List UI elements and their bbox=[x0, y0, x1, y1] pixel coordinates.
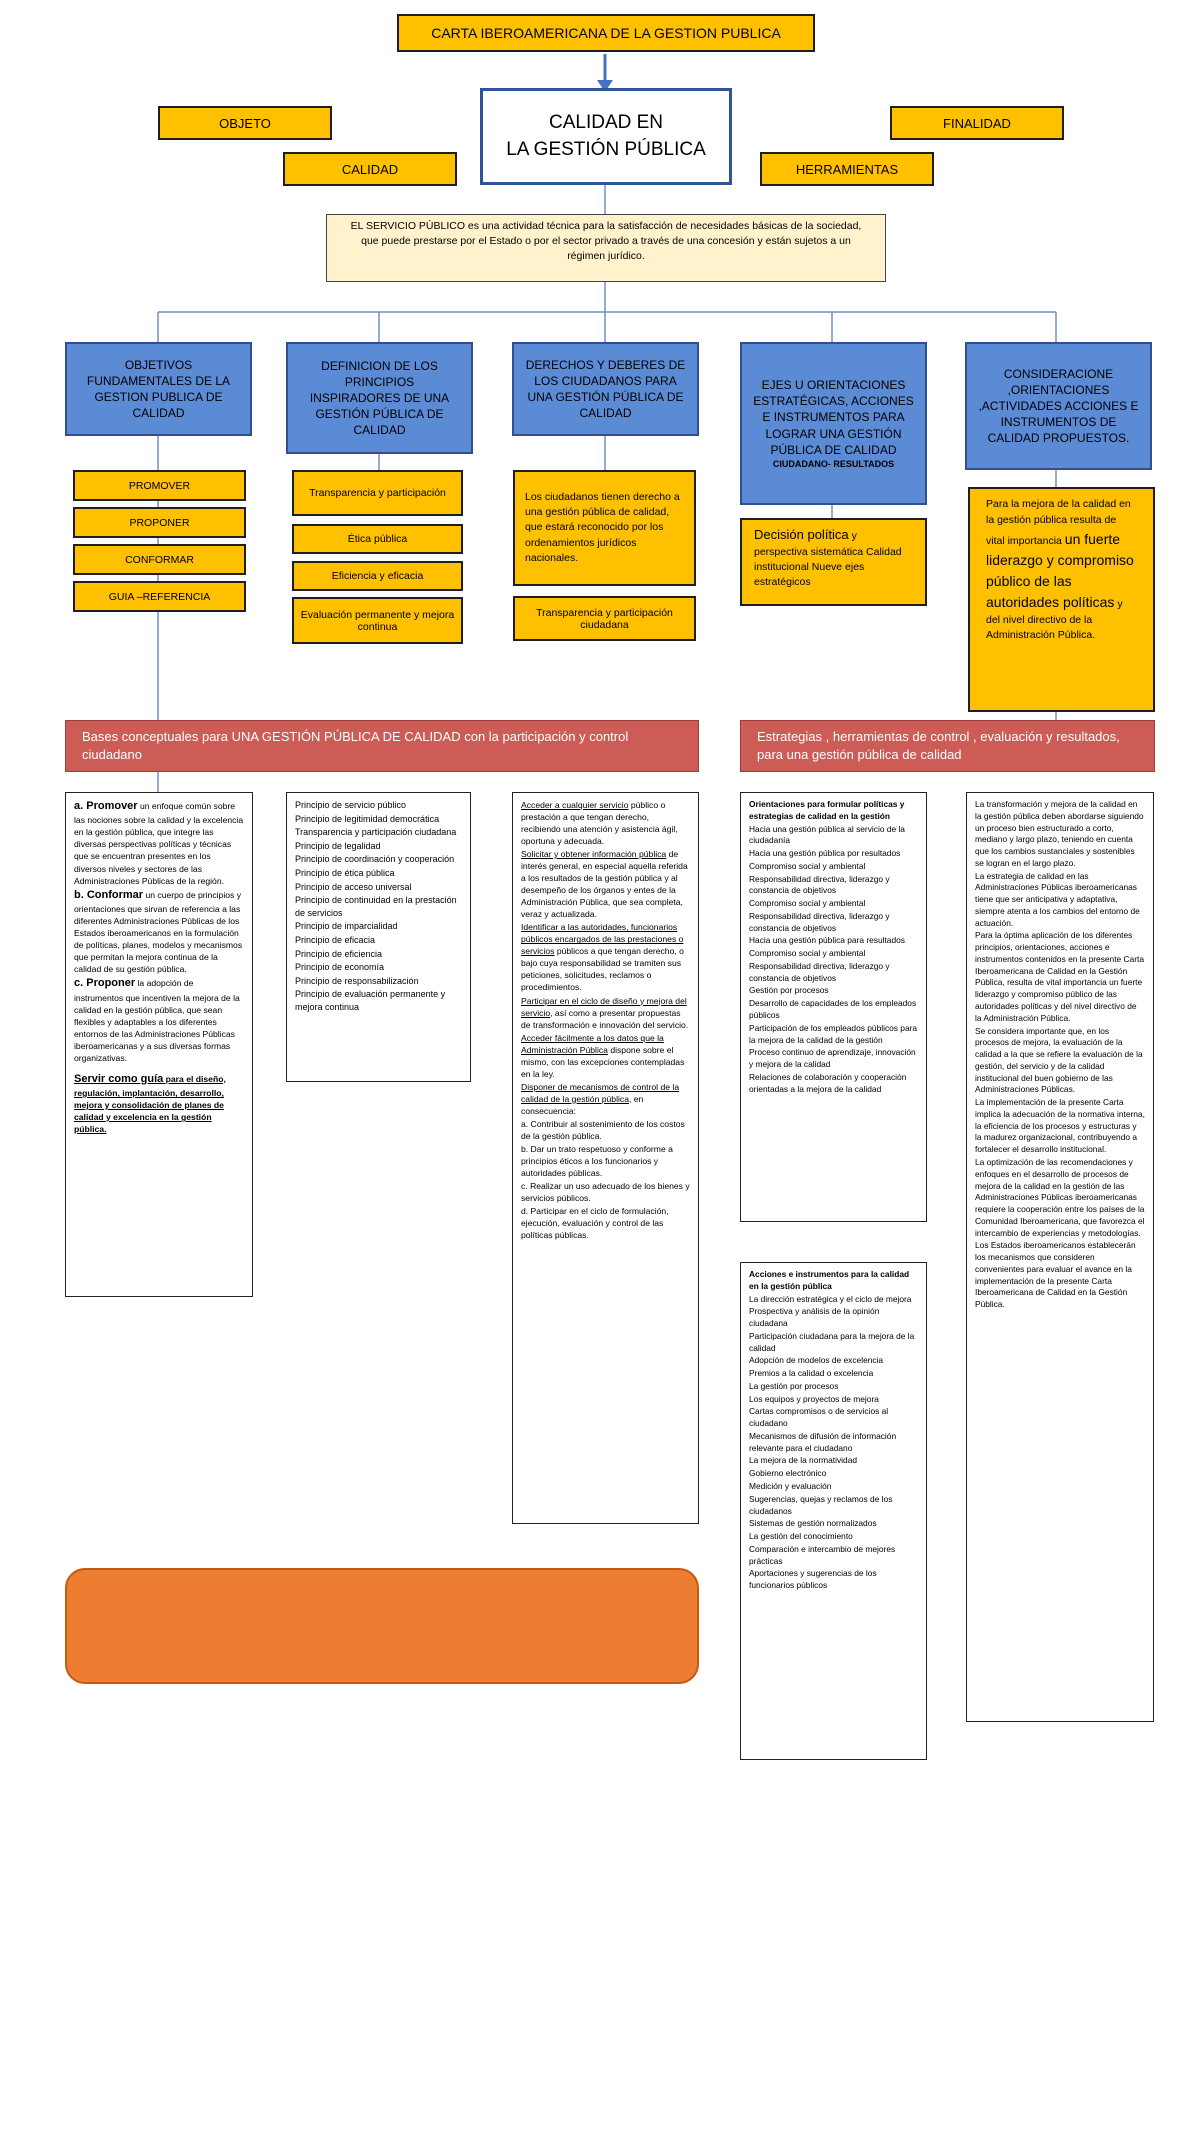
consideracion-item: La transformación y mejora de la calidad en la gestión pública deben abordarse siguiendo un proceso bien estructurado a corto, mediano y largo plazo, teniendo en cuenta que los cambios sustanciales y sostenibles se logran en el largo plazo. bbox=[975, 799, 1144, 868]
derecho-title: Identificar a las autoridades, funcionarios públicos encargados de las prestaciones o servicios bbox=[521, 922, 684, 957]
orientacion-item: Participación de los empleados públicos para la mejora de la calidad de la gestión bbox=[749, 1022, 918, 1045]
consid-text-3: y del nivel directivo de la Administración Pública. bbox=[986, 597, 1123, 642]
principio-item: Transparencia y participación ciudadana bbox=[295, 827, 457, 838]
panel-objetivos-detalle bbox=[65, 792, 253, 1297]
panel1-b-head: b. Conformar bbox=[74, 888, 144, 901]
derecho-title: Acceder fácilmente a los datos que la Administración Pública bbox=[521, 1032, 664, 1055]
panel-acciones-instrumentos bbox=[740, 1262, 927, 1760]
deber-text: c. Realizar un uso adecuado de los bienes y servicios públicos. bbox=[521, 1180, 690, 1203]
deber-text: b. Dar un trato respetuoso y conforme a principios éticos a los funcionarios y autoridades públicas. bbox=[521, 1143, 673, 1178]
category-consideraciones: CONSIDERACIONE ,ORIENTACIONES ,ACTIVIDADES ACCIONES E INSTRUMENTOS DE CALIDAD PROPUESTOS. bbox=[965, 342, 1152, 470]
ejes-decision-rest: y perspectiva sistemática Calidad institucional Nueve ejes estratégicos bbox=[754, 530, 902, 589]
ejes-decision bbox=[740, 518, 927, 606]
category-objetivos: OBJETIVOS FUNDAMENTALES DE LA GESTION PUBLICA DE CALIDAD bbox=[65, 342, 252, 436]
panel-principios-lista bbox=[286, 792, 471, 1082]
orientacion-item: Proceso continuo de aprendizaje, innovación y mejora de la calidad bbox=[749, 1047, 916, 1070]
principio-item: Principio de economía bbox=[295, 962, 385, 973]
principio-item: Principio de acceso universal bbox=[295, 881, 412, 892]
consideracion-item: La estrategia de calidad en las Administraciones Públicas iberoamericanas tiene que ser anticipativa y adaptativa, siempre atenta a los cambios del entorno de actuación. bbox=[975, 870, 1140, 928]
main-title-line1: CALIDAD EN bbox=[548, 111, 664, 133]
orientacion-item: Responsabilidad directiva, liderazgo y constancia de objetivos bbox=[749, 910, 890, 933]
panel-consideraciones-detalle bbox=[966, 792, 1154, 1722]
accion-item: Los equipos y proyectos de mejora bbox=[749, 1393, 879, 1404]
estrategias-bar: Estrategias , herramientas de control , evaluación y resultados, para una gestión pública de calidad bbox=[740, 720, 1155, 772]
accion-item: Comparación e intercambio de mejores prácticas bbox=[749, 1543, 896, 1566]
carta-title: CARTA IBEROAMERICANA DE LA GESTION PUBLICA bbox=[397, 14, 815, 52]
consideraciones-liderazgo bbox=[968, 487, 1155, 712]
principio-item: Principio de coordinación y cooperación bbox=[295, 854, 455, 865]
objetivo-proponer: PROPONER bbox=[73, 507, 246, 538]
derecho-text: , así como a presentar propuestas de transformación e innovación del servicio. bbox=[521, 1007, 689, 1030]
orientacion-item: Compromiso social y ambiental bbox=[749, 898, 866, 909]
ejes-decision-lead: Decisión política bbox=[754, 527, 849, 542]
accion-item: Sugerencias, quejas y reclamos de los ciudadanos bbox=[749, 1493, 893, 1516]
accion-item: Medición y evaluación bbox=[749, 1481, 832, 1492]
panel1-c-head: c. Proponer bbox=[74, 977, 136, 990]
main-title-line2: LA GESTIÓN PÚBLICA bbox=[506, 138, 706, 160]
objetivo-guia: GUIA –REFERENCIA bbox=[73, 581, 246, 612]
objetivo-promover: PROMOVER bbox=[73, 470, 246, 501]
consid-text-2: un fuerte liderazgo y compromiso público de las autoridades políticas bbox=[986, 530, 1134, 610]
principio-item: Principio de legitimidad democrática bbox=[295, 813, 440, 824]
main-title bbox=[480, 88, 732, 185]
derecho-title: Acceder a cualquier servicio bbox=[521, 800, 629, 810]
principio-item: Principio de servicio público bbox=[295, 800, 407, 810]
accion-item: La dirección estratégica y el ciclo de mejora bbox=[749, 1293, 912, 1304]
orientacion-item: Hacia una gestión pública por resultados bbox=[749, 848, 901, 859]
definition-rest: es una actividad técnica para la satisfacción de necesidades básicas de la sociedad, que puede prestarse por el Estado o por el sector privado a través de una concesión y están sujetos a un régimen jurídico. bbox=[361, 220, 862, 263]
principio-item: Principio de eficacia bbox=[295, 934, 376, 945]
servicio-publico-definition bbox=[326, 214, 886, 282]
principio-item: Principio de evaluación permanente y mejora continua bbox=[295, 989, 446, 1012]
consideracion-item: Para la óptima aplicación de los diferentes principios, orientaciones, acciones e instrumentos contenidos en la presente Carta Iberoamericana de Calidad en la Gestión Pública, resulta de vital importancia un fuerte liderazgo y compromiso público de las autoridades políticas y del nivel directivo de la Administración Pública. bbox=[975, 930, 1144, 1023]
principio-item: Principio de ética pública bbox=[295, 867, 395, 878]
derecho-text: públicos a que tengan derecho, o bajo cuya responsabilidad se tramiten sus peticiones, solicitudes, reclamos o procedimientos. bbox=[521, 946, 684, 993]
calidad-label: CALIDAD bbox=[283, 152, 457, 186]
accion-item: Prospectiva y análisis de la opinión ciudadana bbox=[749, 1306, 880, 1329]
principio-item: Principio de continuidad en la prestación de servicios bbox=[295, 895, 457, 918]
accion-item: Premios a la calidad o excelencia bbox=[749, 1368, 874, 1379]
accion-item: Cartas compromisos o de servicios al ciudadano bbox=[749, 1406, 889, 1429]
principio-etica: Ética pública bbox=[292, 524, 463, 554]
accion-item: La gestión del conocimiento bbox=[749, 1531, 853, 1542]
category-ejes-sub: CIUDADANO- RESULTADOS bbox=[772, 458, 895, 469]
principio-item: Principio de responsabilización bbox=[295, 975, 419, 986]
orientacion-item: Hacia una gestión pública para resultados bbox=[749, 935, 905, 946]
principio-item: Principio de imparcialidad bbox=[295, 921, 398, 932]
panel1-d-head: Servir como guía bbox=[74, 1072, 164, 1085]
objeto-label: OBJETO bbox=[158, 106, 332, 140]
derecho-text: de interés general, en especial aquella referida a los resultados de la gestión pública y al desempeño de los órganos y entes de la Administración Pública, que sea completa, veraz y actualizada. bbox=[521, 849, 688, 920]
category-ejes-label: EJES U ORIENTACIONES ESTRATÉGICAS, ACCIONES E INSTRUMENTOS PARA LOGRAR UNA GESTIÓN PÚBLICA DE CALIDAD bbox=[753, 377, 914, 457]
consideracion-item: La optimización de las recomendaciones y enfoques en el desarrollo de procesos de mejora de la calidad en la gestión de las Administraciones Públicas iberoamericanas requiere la cooperación entre los países de la Comunidad Iberoamericana, que favorezca el intercambio de experiencias y metodologías. bbox=[975, 1156, 1145, 1238]
orientacion-item: Desarrollo de capacidades de los empleados públicos bbox=[749, 998, 917, 1021]
orientacion-item: Compromiso social y ambiental bbox=[749, 948, 866, 959]
accion-item: Aportaciones y sugerencias de los funcionarios públicos bbox=[749, 1568, 877, 1591]
category-principios: DEFINICION DE LOS PRINCIPIOS INSPIRADORES DE UNA GESTIÓN PÚBLICA DE CALIDAD bbox=[286, 342, 473, 454]
finalidad-label: FINALIDAD bbox=[890, 106, 1064, 140]
derecho-text: público o prestación a que tengan derecho, recibiendo una atención y asistencia ágil, oportuna y adecuada. bbox=[521, 800, 678, 847]
orientacion-item: Responsabilidad directiva, liderazgo y constancia de objetivos bbox=[749, 960, 890, 983]
category-ejes bbox=[740, 342, 927, 505]
consid-text-1: Para la mejora de la calidad en la gestión pública resulta de vital importancia bbox=[986, 498, 1131, 547]
derecho-title: Disponer de mecanismos de control de la calidad de la gestión pública bbox=[521, 1081, 680, 1104]
objetivo-conformar: CONFORMAR bbox=[73, 544, 246, 575]
deber-text: a. Contribuir al sostenimiento de los costos de la gestión pública. bbox=[521, 1118, 685, 1141]
orientacion-item: Hacia una gestión pública al servicio de la ciudadanía bbox=[749, 823, 905, 846]
accion-item: Participación ciudadana para la mejora de la calidad bbox=[749, 1330, 915, 1353]
orientacion-item: Responsabilidad directiva, liderazgo y constancia de objetivos bbox=[749, 873, 890, 896]
panel1-a-text: un enfoque común sobre las nociones sobre la calidad y la excelencia en la gestión pública, que integre las diversas perspectivas políticas y técnicas que se encuentran presentes en los diversos niveles y sectores de las Administraciones Públicas de la región. bbox=[74, 801, 244, 886]
category-derechos: DERECHOS Y DEBERES DE LOS CIUDADANOS PARA UNA GESTIÓN PÚBLICA DE CALIDAD bbox=[512, 342, 699, 436]
derecho-text: dispone sobre el mismo, con las excepciones contempladas en la ley. bbox=[521, 1044, 685, 1079]
principio-eficiencia: Eficiencia y eficacia bbox=[292, 561, 463, 591]
principio-item: Principio de eficiencia bbox=[295, 948, 383, 959]
consideracion-item: Se considera importante que, en los procesos de mejora, la evaluación de la calidad a la que se refiere la evaluación de la gestión, del servicio y de la calidad institucional del buen gobierno de las Administraciones Públicas. bbox=[975, 1025, 1143, 1095]
orientacion-item: Relaciones de colaboración y cooperación orientadas a la mejora de la calidad bbox=[749, 1071, 907, 1094]
principio-transparencia: Transparencia y participación bbox=[292, 470, 463, 516]
derechos-statement: Los ciudadanos tienen derecho a una gestión pública de calidad, que estará reconocido por los ordenamientos jurídicos nacionales. bbox=[513, 470, 696, 586]
panel1-b-text: un cuerpo de principios y orientaciones que sirvan de referencia a las diferentes Administraciones Públicas de los Estados iberoamericanos en la formulación de políticas, planes, modelos y mecanismos que permitan la mejora continua de la calidad de su gestión pública. bbox=[74, 889, 243, 975]
orientacion-heading: Orientaciones para formular políticas y estrategias de calidad en la gestión bbox=[749, 799, 905, 821]
principio-item: Principio de legalidad bbox=[295, 840, 381, 851]
consideracion-item: La implementación de la presente Carta implica la adecuación de la normativa interna, la eficiencia de los procesos y estructuras y la madurez organizacional, contribuyendo a fortalecer el desarrollo institucional. bbox=[975, 1097, 1145, 1155]
panel-derechos-detalle bbox=[512, 792, 699, 1524]
principio-evaluacion: Evaluación permanente y mejora continua bbox=[292, 597, 463, 644]
bases-conceptuales-bar: Bases conceptuales para UNA GESTIÓN PÚBLICA DE CALIDAD con la participación y control ciudadano bbox=[65, 720, 699, 772]
panel1-c-text: la adopción de instrumentos que incentiven la mejora de la calidad en la gestión pública, que sean flexibles y adaptables a los diferentes entornos de las Administraciones Públicas iberoamericanas y a sus diversas formas organizativas. bbox=[74, 978, 240, 1063]
empty-orange-box bbox=[65, 1568, 699, 1684]
definition-lead: EL SERVICIO PÚBLICO bbox=[350, 220, 466, 232]
accion-heading: Acciones e instrumentos para la calidad en la gestión pública bbox=[749, 1269, 910, 1291]
accion-item: La gestión por procesos bbox=[749, 1380, 839, 1391]
panel1-a-head: a. Promover bbox=[74, 800, 138, 812]
accion-item: Sistemas de gestión normalizados bbox=[749, 1518, 877, 1529]
derechos-transparencia: Transparencia y participación ciudadana bbox=[513, 596, 696, 641]
consideracion-item: Los Estados iberoamericanos establecerán los mecanismos que consideren convenientes para evaluar el avance en la implementación de la presente Carta Iberoamericana de Calidad en la Gestión Pública. bbox=[975, 1240, 1136, 1310]
orientacion-item: Gestión por procesos bbox=[749, 985, 829, 996]
derecho-title: Participar en el ciclo de diseño y mejora del servicio bbox=[521, 995, 687, 1018]
panel-orientaciones bbox=[740, 792, 927, 1222]
accion-item: Mecanismos de difusión de información relevante para el ciudadano bbox=[749, 1430, 897, 1453]
orientacion-item: Compromiso social y ambiental bbox=[749, 860, 866, 871]
accion-item: Gobierno electrónico bbox=[749, 1468, 827, 1479]
herramientas-label: HERRAMIENTAS bbox=[760, 152, 934, 186]
panel1-d-text: para el diseño, regulación, implantación, desarrollo, mejora y consolidación de planes de calidad y excelencia en la gestión pública. bbox=[74, 1073, 226, 1135]
accion-item: La mejora de la normatividad bbox=[749, 1455, 858, 1466]
accion-item: Adopción de modelos de excelencia bbox=[749, 1355, 884, 1366]
deber-text: d. Participar en el ciclo de formulación, ejecución, evaluación y control de las políticas públicas. bbox=[521, 1206, 669, 1241]
derecho-text: , en consecuencia: bbox=[521, 1093, 644, 1116]
derecho-title: Solicitar y obtener información pública bbox=[521, 849, 667, 860]
